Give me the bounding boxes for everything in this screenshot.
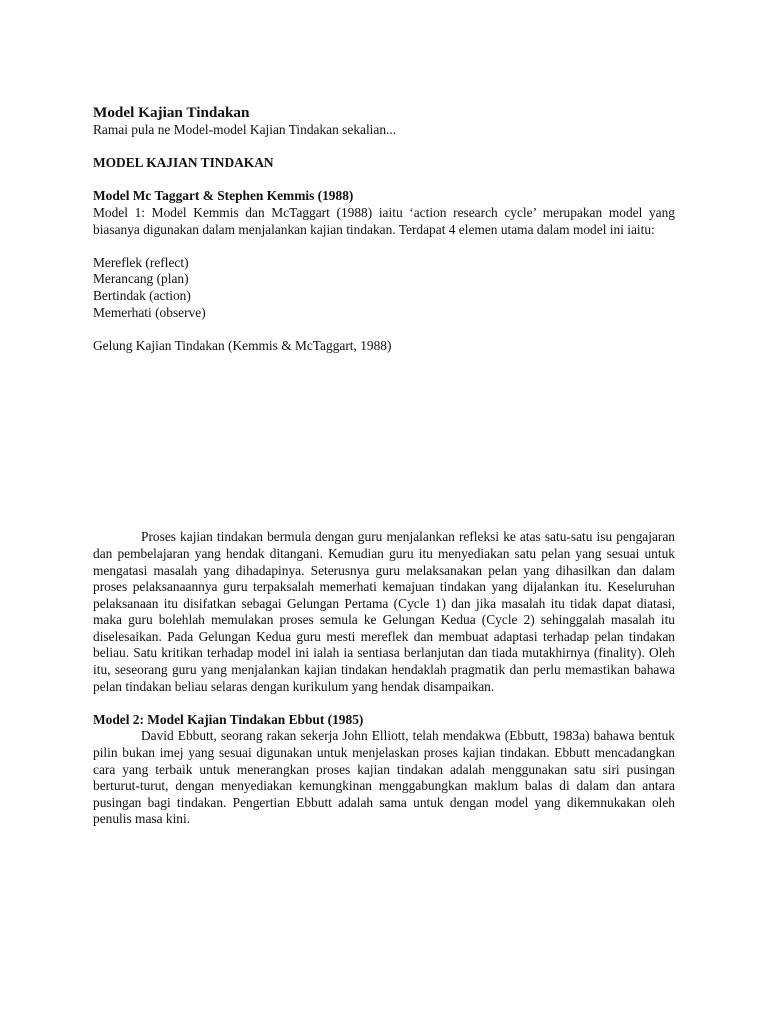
document-subtitle: Ramai pula ne Model-model Kajian Tindakan sekalian...: [93, 122, 397, 137]
figure-caption: Gelung Kajian Tindakan (Kemmis & McTaggart, 1988): [93, 337, 392, 353]
spacer: [93, 139, 675, 156]
spacer: [93, 238, 675, 255]
model1-element-observe: Memerhati (observe): [93, 304, 206, 320]
model1-heading: Model Mc Taggart & Stephen Kemmis (1988): [93, 188, 354, 204]
model1-element-action: Bertindak (action): [93, 287, 191, 303]
spacer: [93, 321, 675, 338]
spacer: [93, 172, 675, 189]
model1-intro: Model 1: Model Kemmis dan McTaggart (1988) iaitu ‘action research cycle’ merupakan model yang biasanya digunakan dalam menjalankan kajian tindakan. Terdapat 4 elemen utama dalam model ini iaitu:: [93, 204, 675, 237]
model2-heading: Model 2: Model Kajian Tindakan Ebbut (1985): [93, 711, 364, 727]
section-heading: MODEL KAJIAN TINDAKAN: [93, 155, 274, 171]
figure-placeholder: [93, 354, 675, 529]
model1-body: Proses kajian tindakan bermula dengan guru menjalankan refleksi ke atas satu-satu isu pengajaran dan pembelajaran yang hendak ditangani. Kemudian guru itu menyediakan satu pelan yang sesuai untuk mengatasi masalah yang dihadapinya. Seterusnya guru melaksanakan pelan yang dihasilkan dan dalam proses pelaksanaannya guru terpaksalah memerhati kemajuan tindakan yang dijalankan itu. Keseluruhan pelaksanaan itu disifatkan sebagai Gelungan Pertama (Cycle 1) dan jika masalah itu tidak dapat diatasi, maka guru bolehlah memulakan proses semula ke Gelungan Kedua (Cycle 2) sehinggalah masalah itu diselesaikan. Pada Gelungan Kedua guru mesti mereflek dan membuat adaptasi terhadap pelan tindakan beliau. Satu kritikan terhadap model ini ialah ia sentiasa berlanjutan dan tiada mutakhirnya (finality). Oleh itu, seseorang guru yang menjalankan kajian tindakan hendaklah pragmatik dan perlu memastikan bahawa pelan tindakan beliau selaras dengan kurikulum yang hendak disampaikan.: [93, 529, 675, 694]
document-page: [93, 104, 675, 828]
document-title: Model Kajian Tindakan: [93, 104, 250, 121]
model1-element-reflect: Mereflek (reflect): [93, 254, 189, 270]
spacer: [93, 695, 675, 712]
model1-element-plan: Merancang (plan): [93, 271, 189, 287]
model2-body: David Ebbutt, seorang rakan sekerja John Elliott, telah mendakwa (Ebbutt, 1983a) bahawa bentuk pilin bukan imej yang sesuai digunakan untuk menjelaskan proses kajian tindakan. Ebbutt mencadangkan cara yang terbaik untuk menerangkan proses kajian tindakan adalah menggunakan satu siri pusingan berturut-turut, dengan menyediakan kemungkinan menggabungkan maklum balas di dalam dan antara pusingan bagi tindakan. Pengertian Ebbutt adalah sama untuk dengan model yang dikemnukakan oleh penulis masa kini.: [93, 728, 675, 827]
